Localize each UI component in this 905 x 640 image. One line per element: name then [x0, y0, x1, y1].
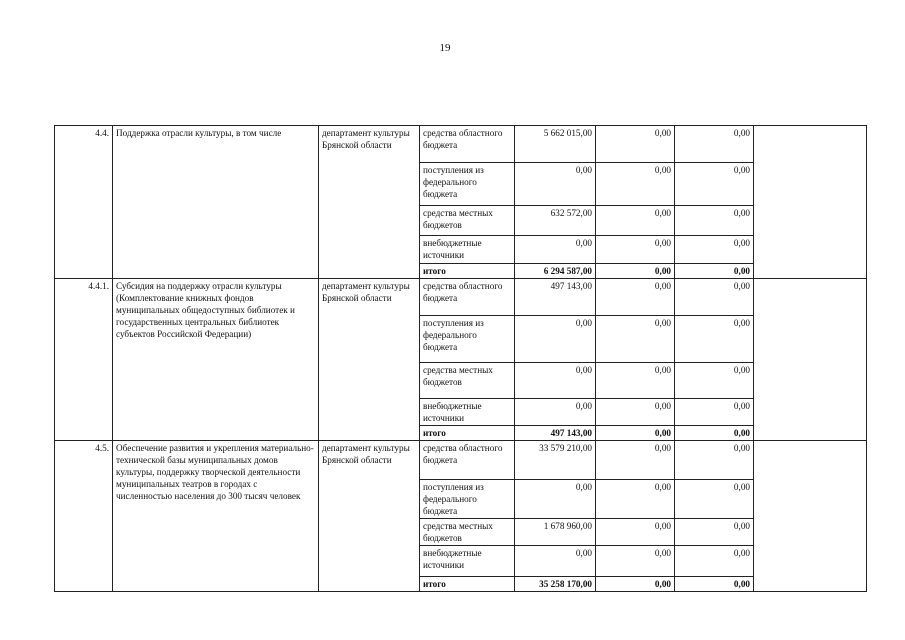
amount-cell: 0,00: [675, 363, 754, 399]
amount-cell: 0,00: [596, 163, 675, 206]
amount-cell: 0,00: [596, 441, 675, 480]
amount-cell: 0,00: [675, 399, 754, 426]
funding-source: средства местных бюджетов: [420, 206, 515, 236]
amount-cell: 0,00: [596, 399, 675, 426]
amount-cell: 0,00: [515, 236, 596, 264]
row-code: 4.4.1.: [55, 279, 113, 441]
funding-source: поступления из федерального бюджета: [420, 163, 515, 206]
amount-cell: 0,00: [675, 236, 754, 264]
funding-source: итого: [420, 426, 515, 441]
amount-cell: 1 678 960,00: [515, 519, 596, 546]
table-row: [55, 126, 867, 163]
amount-cell: 0,00: [675, 163, 754, 206]
executor: департамент культуры Брянской области: [319, 279, 420, 441]
amount-cell: 0,00: [675, 480, 754, 519]
empty-cell: [754, 279, 867, 441]
amount-cell: 33 579 210,00: [515, 441, 596, 480]
amount-cell: 0,00: [675, 316, 754, 363]
funding-source: средства областного бюджета: [420, 441, 515, 480]
funding-source: внебюджетные источники: [420, 399, 515, 426]
amount-cell: 632 572,00: [515, 206, 596, 236]
funding-source: средства областного бюджета: [420, 279, 515, 316]
page-number: 19: [439, 42, 451, 54]
amount-cell: 0,00: [675, 519, 754, 546]
amount-cell: 0,00: [675, 577, 754, 592]
funding-source: поступления из федерального бюджета: [420, 316, 515, 363]
measure-name: Субсидия на поддержку отрасли культуры (Комплектование книжных фондов муниципальных общедоступных библиотек и государственных центральных библиотек субъектов Российской Федерации): [113, 279, 319, 441]
amount-cell: 0,00: [675, 546, 754, 577]
table-row: [55, 279, 867, 316]
funding-source: средства местных бюджетов: [420, 519, 515, 546]
amount-cell: 0,00: [596, 519, 675, 546]
funding-source: средства местных бюджетов: [420, 363, 515, 399]
amount-cell: 0,00: [596, 279, 675, 316]
amount-cell: 0,00: [596, 264, 675, 279]
amount-cell: 6 294 587,00: [515, 264, 596, 279]
amount-cell: 0,00: [596, 206, 675, 236]
amount-cell: 35 258 170,00: [515, 577, 596, 592]
funding-source: внебюджетные источники: [420, 236, 515, 264]
amount-cell: 0,00: [675, 264, 754, 279]
amount-cell: 0,00: [515, 546, 596, 577]
amount-cell: 0,00: [675, 279, 754, 316]
amount-cell: 497 143,00: [515, 426, 596, 441]
amount-cell: 0,00: [515, 480, 596, 519]
amount-cell: 0,00: [596, 363, 675, 399]
measure-name: Обеспечение развития и укрепления материально-технической базы муниципальных домов культуры, поддержку творческой деятельности муниципальных театров в городах с численностью населения до 300 тысяч человек: [113, 441, 319, 592]
amount-cell: 0,00: [596, 426, 675, 441]
funding-source: внебюджетные источники: [420, 546, 515, 577]
amount-cell: 0,00: [515, 363, 596, 399]
amount-cell: 0,00: [515, 163, 596, 206]
amount-cell: 0,00: [596, 126, 675, 163]
funding-source: итого: [420, 577, 515, 592]
executor: департамент культуры Брянской области: [319, 441, 420, 592]
amount-cell: 0,00: [675, 206, 754, 236]
budget-table: [54, 125, 867, 592]
amount-cell: 497 143,00: [515, 279, 596, 316]
amount-cell: 0,00: [596, 236, 675, 264]
row-code: 4.4.: [55, 126, 113, 279]
amount-cell: 0,00: [675, 426, 754, 441]
amount-cell: 0,00: [675, 441, 754, 480]
amount-cell: 0,00: [596, 480, 675, 519]
table-row: [55, 441, 867, 480]
amount-cell: 0,00: [596, 316, 675, 363]
amount-cell: 0,00: [675, 126, 754, 163]
amount-cell: 5 662 015,00: [515, 126, 596, 163]
measure-name: Поддержка отрасли культуры, в том числе: [113, 126, 319, 279]
empty-cell: [754, 126, 867, 279]
empty-cell: [754, 441, 867, 592]
executor: департамент культуры Брянской области: [319, 126, 420, 279]
funding-source: поступления из федерального бюджета: [420, 480, 515, 519]
funding-source: итого: [420, 264, 515, 279]
amount-cell: 0,00: [596, 546, 675, 577]
amount-cell: 0,00: [515, 316, 596, 363]
amount-cell: 0,00: [596, 577, 675, 592]
funding-source: средства областного бюджета: [420, 126, 515, 163]
amount-cell: 0,00: [515, 399, 596, 426]
row-code: 4.5.: [55, 441, 113, 592]
